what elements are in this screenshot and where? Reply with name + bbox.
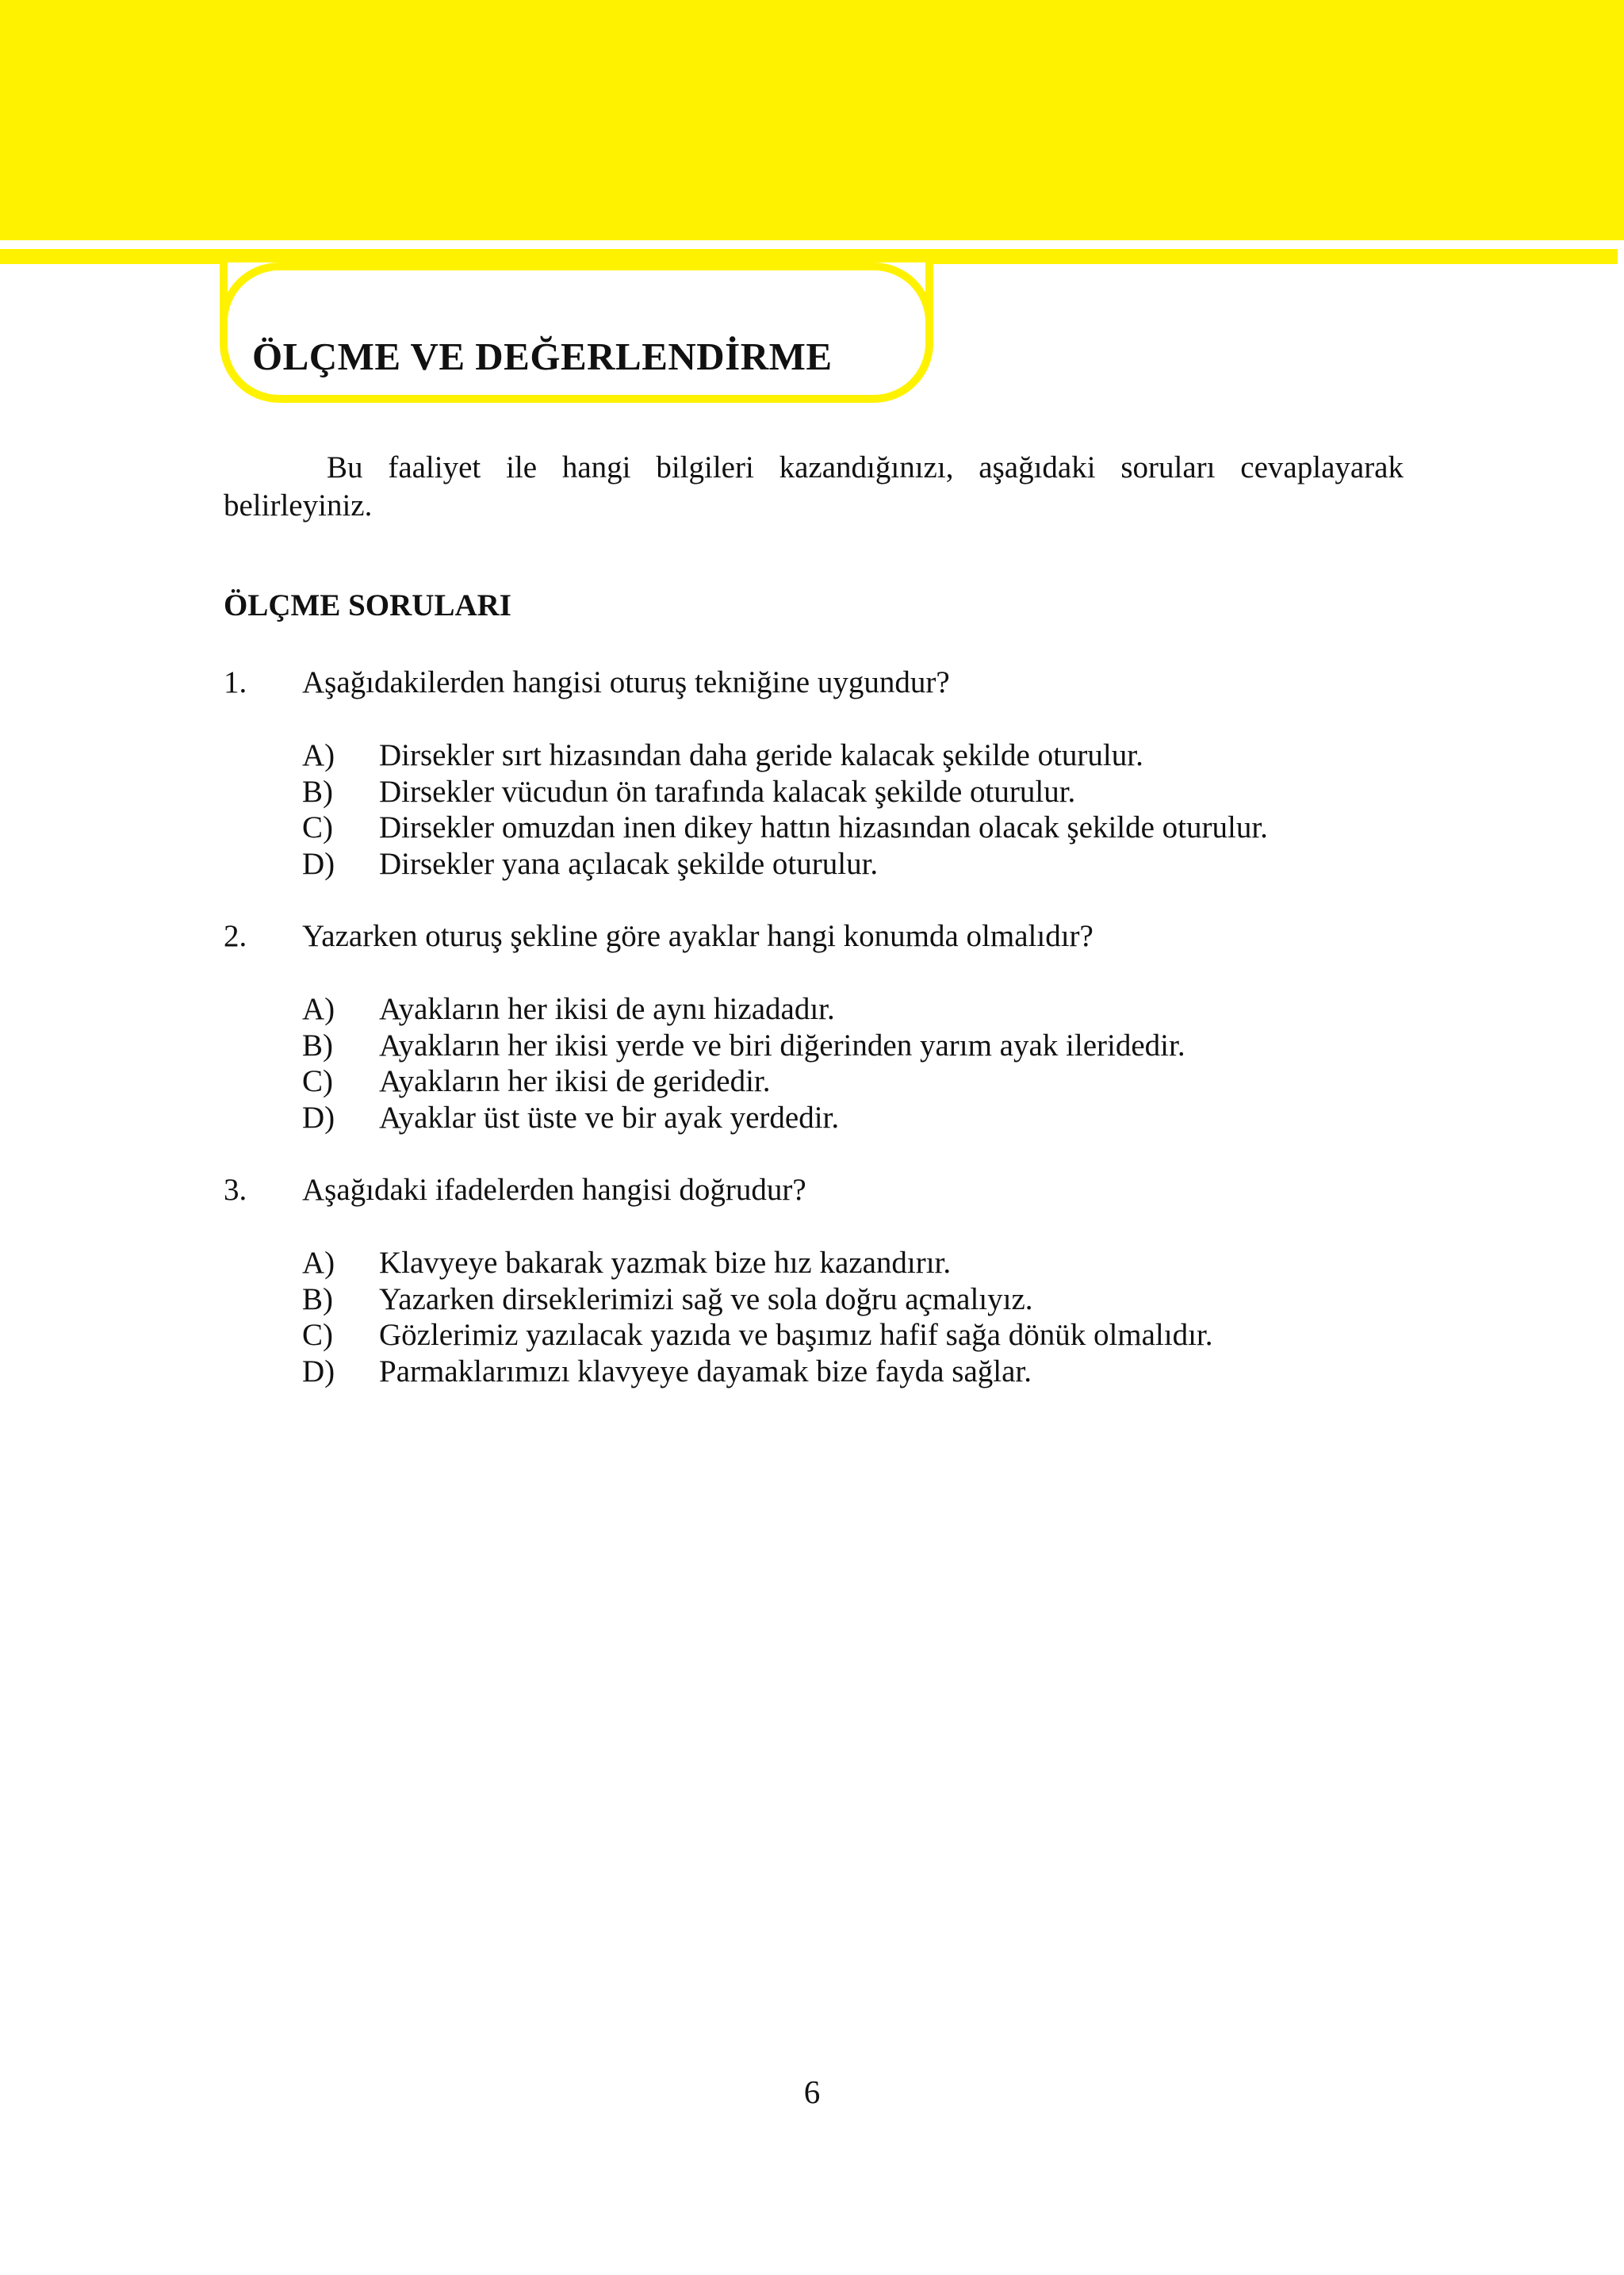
option-text: Parmaklarımızı klavyeye dayamak bize fayda sağlar. [379,1354,1032,1389]
option-letter: B) [302,1028,333,1063]
option-letter: B) [302,1281,333,1316]
page-title: ÖLÇME VE DEĞERLENDİRME [252,335,833,378]
question-2 [224,918,1492,1136]
option-text: Ayakların her ikisi de aynı hizadadır. [379,992,835,1026]
option-text: Dirsekler vücudun ön tarafında kalacak şekilde oturulur. [379,774,1076,809]
option-text: Dirsekler yana açılacak şekilde oturulur. [379,847,879,882]
option-text: Yazarken dirseklerimizi sağ ve sola doğru açmalıyız. [379,1281,1033,1316]
header-band [0,0,1624,240]
question-number: 1. [224,665,247,699]
option-letter: C) [302,1064,333,1099]
option-letter: D) [302,1101,335,1136]
question-text: Aşağıdaki ifadelerden hangisi doğrudur? [302,1173,806,1207]
option-letter: A) [302,1246,335,1280]
option-letter: C) [302,810,333,845]
option-letter: D) [302,847,335,882]
option-text: Dirsekler omuzdan inen dikey hattın hizasından olacak şekilde oturulur. [379,810,1268,845]
option-text: Dirsekler sırt hizasından daha geride kalacak şekilde oturulur. [379,738,1143,772]
option-letter: D) [302,1354,335,1389]
option-text: Ayakların her ikisi de geridedir. [379,1064,771,1099]
intro-paragraph: Bu faaliyet ile hangi bilgileri kazandığınızı, aşağıdaki soruları cevaplayarak belirleyiniz. [224,450,1404,523]
option-text: Klavyeye bakarak yazmak bize hız kazandırır. [379,1246,952,1280]
title-frame-top [220,262,933,334]
option-text: Ayaklar üst üste ve bir ayak yerdedir. [379,1101,840,1136]
question-text: Yazarken oturuş şekline göre ayaklar hangi konumda olmalıdır? [302,919,1094,953]
option-text: Ayakların her ikisi yerde ve biri diğerinden yarım ayak ileridedir. [379,1028,1185,1063]
question-number: 2. [224,919,247,953]
page-number: 6 [803,2074,821,2110]
option-letter: A) [302,738,335,772]
section-title: ÖLÇME SORULARI [224,588,511,622]
question-1 [224,664,1492,882]
question-3 [224,1172,1492,1389]
option-letter: B) [302,774,333,809]
option-text: Gözlerimiz yazılacak yazıda ve başımız hafif sağa dönük olmalıdır. [379,1318,1213,1353]
question-text: Aşağıdakilerden hangisi oturuş tekniğine uygundur? [302,665,950,699]
option-letter: A) [302,992,335,1026]
option-letter: C) [302,1318,333,1353]
question-number: 3. [224,1173,247,1207]
